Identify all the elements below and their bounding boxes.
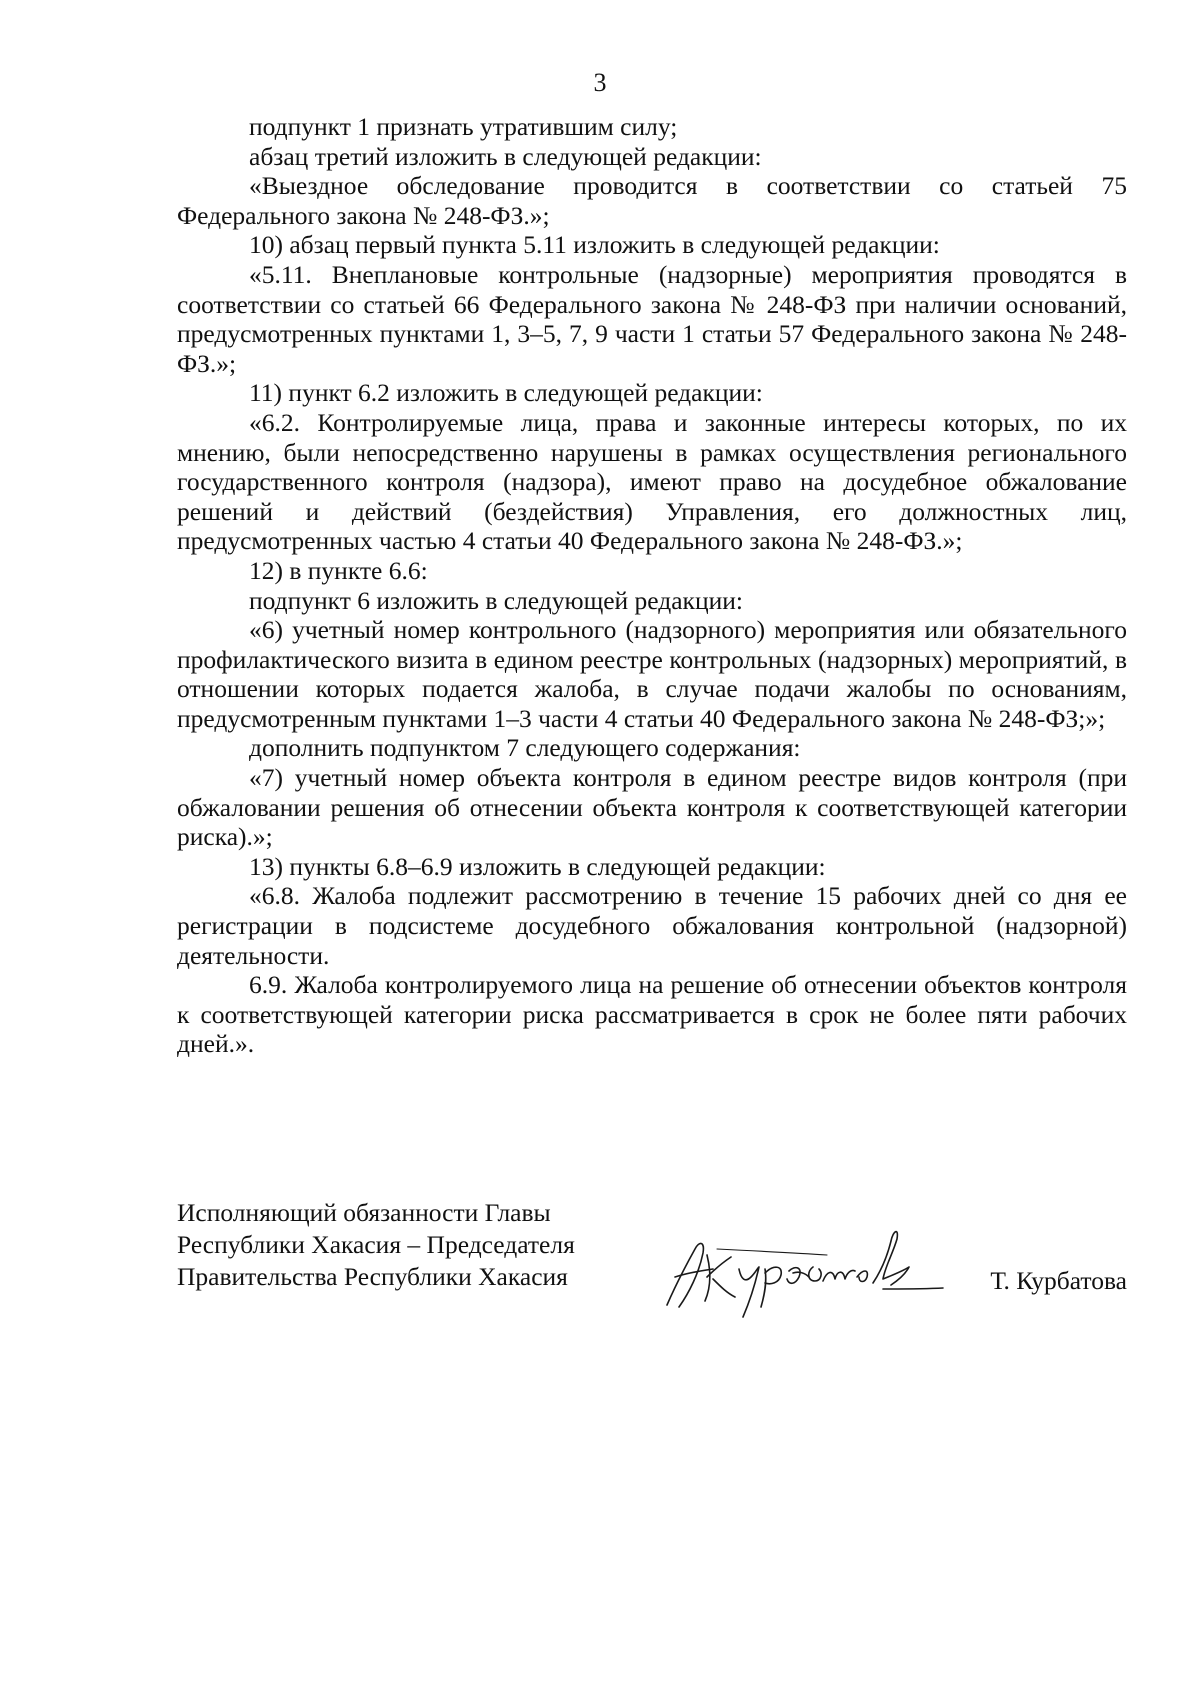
paragraph: 12) в пункте 6.6: — [249, 555, 428, 585]
page-number: 3 — [593, 68, 607, 97]
paragraph: абзац третий изложить в следующей редакции: — [249, 141, 762, 171]
paragraph: дополнить подпунктом 7 следующего содержания: — [249, 733, 801, 763]
paragraph: «5.11. Внеплановые контрольные (надзорные) мероприятия проводятся в соответствии со статьей 66 Федерального закона № 248-ФЗ при наличии оснований, предусмотренных пунктами 1, 3–5, 7, 9 части 1 статьи 57 Федерального закона № 248-ФЗ.»; — [177, 259, 1127, 378]
paragraph: 11) пункт 6.2 изложить в следующей редакции: — [249, 378, 763, 408]
handwritten-signature — [647, 1197, 947, 1322]
paragraph: 6.9. Жалоба контролируемого лица на решение об отнесении объектов контроля к соответствующей категории риска рассматривается в срок не более пяти рабочих дней.». — [177, 970, 1127, 1059]
paragraph: «6) учетный номер контрольного (надзорного) мероприятия или обязательного профилактического визита в едином реестре контрольных (надзорных) мероприятий, в отношении которых подается жалоба, в случае подачи жалобы по основаниям, предусмотренным пунктами 1–3 части 4 статьи 40 Федерального закона № 248-ФЗ;»; — [177, 615, 1127, 733]
signatory-title-line: Правительства Республики Хакасия — [177, 1262, 568, 1291]
paragraph: подпункт 1 признать утратившим силу; — [249, 112, 678, 141]
paragraph: подпункт 6 изложить в следующей редакции: — [249, 585, 743, 615]
signatory-name: Т. Курбатова — [990, 1266, 1127, 1295]
paragraph: «7) учетный номер объекта контроля в едином реестре видов контроля (при обжаловании решения об отнесении объекта контроля к соответствующей категории риска).»; — [177, 763, 1127, 852]
paragraph: 13) пункты 6.8–6.9 изложить в следующей редакции: — [249, 851, 826, 881]
signatory-title — [177, 1197, 575, 1293]
paragraph: 10) абзац первый пункта 5.11 изложить в следующей редакции: — [249, 230, 940, 260]
paragraph: «6.8. Жалоба подлежит рассмотрению в течение 15 рабочих дней со дня ее регистрации в подсистеме досудебного обжалования контрольной (надзорной) деятельности. — [177, 881, 1127, 970]
paragraph: «Выездное обследование проводится в соответствии со статьей 75 Федерального закона № 248-ФЗ.»; — [177, 171, 1127, 230]
signatory-title-line: Исполняющий обязанности Главы — [177, 1198, 551, 1227]
signatory-title-line: Республики Хакасия – Председателя — [177, 1230, 575, 1259]
paragraph: «6.2. Контролируемые лица, права и законные интересы которых, по их мнению, были непосредственно нарушены в рамках осуществления регионального государственного контроля (надзора), имеют право на досудебное обжалование решений и действий (бездействия) Управления, его должностных лиц, предусмотренных частью 4 статьи 40 Федерального закона № 248-ФЗ.»; — [177, 407, 1127, 556]
document-body — [177, 112, 1127, 1059]
signature-block — [177, 1197, 1127, 1327]
